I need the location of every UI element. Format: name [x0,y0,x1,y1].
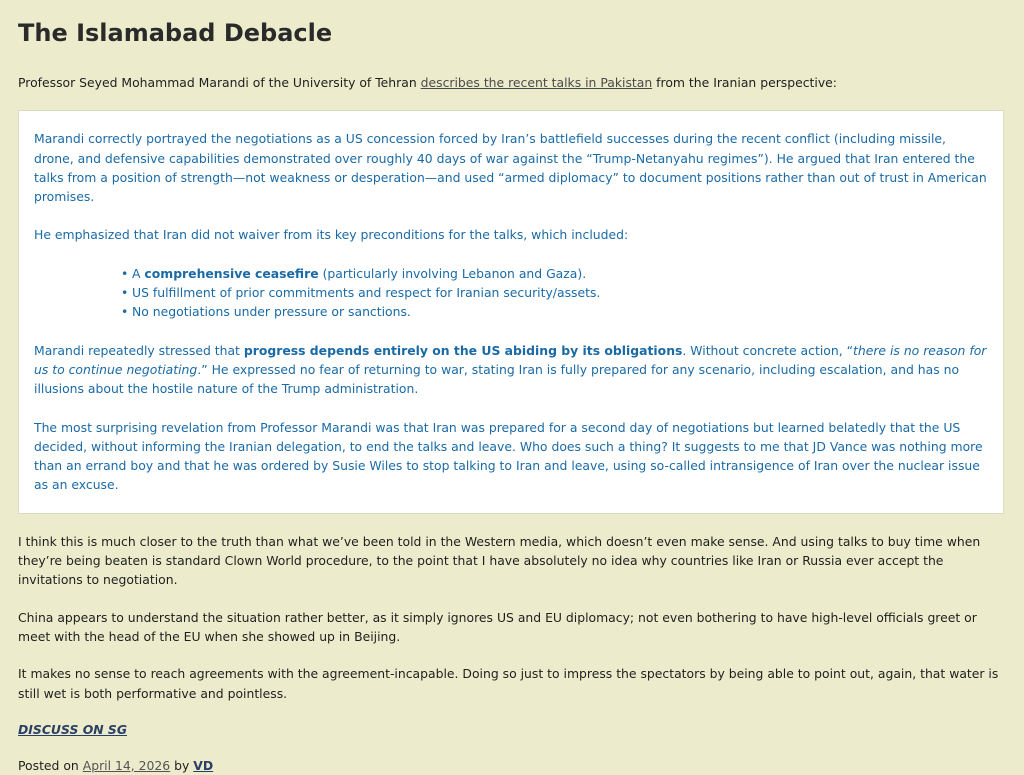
list-item [121,302,988,321]
posted-on-label: Posted on [18,757,83,773]
quote-p3-after: .” He expressed no fear of returning to war, stating Iran is fully prepared for any scenario, including escalation, and has no illusions about the hostile nature of the Trump administration. [34,361,960,397]
list-item-bold: comprehensive ceasefire [144,265,319,281]
discuss-link[interactable]: DISCUSS ON SG [18,721,128,737]
bullet-icon: • [121,265,129,281]
by-label: by [170,757,194,773]
post-article [18,0,1006,775]
discuss-section [18,722,1006,737]
list-item-text-after: (particularly involving Lebanon and Gaza). [318,265,587,281]
quote-paragraph-4: The most surprising revelation from Professor Marandi was that Iran was prepared for a second day of negotiations but learned belatedly that the US decided, without informing the Iranian delegation, to end the talks and leave. Who does such a thing? It suggests to me that JD Vance was nothing more than an errand boy and that he was ordered by Susie Wiles to stop talking to Iran and leave, using so-called intransigence of Iran over the nuclear issue as an excuse. [34,419,983,493]
quote-p3-bold: progress depends entirely on the US abiding by its obligations [243,342,683,358]
list-item [121,264,988,283]
preconditions-list [34,264,988,322]
post-meta [18,756,1006,775]
quote-p3-text: Marandi repeatedly stressed that [34,342,244,358]
list-item-text: US fulfillment of prior commitments and respect for Iranian security/assets. [132,285,601,301]
post-date-link[interactable]: April 14, 2026 [82,757,171,773]
quote-paragraph-2: He emphasized that Iran did not waiver from its key preconditions for the talks, which included: [34,227,629,243]
blockquote [18,110,1004,513]
quote-paragraph-3 [34,341,988,399]
bullet-icon: • [121,285,129,301]
post-title: The Islamabad Debacle [18,19,333,47]
list-item-text: No negotiations under pressure or sanctions. [132,304,411,320]
list-item [121,283,988,302]
intro-text-before: Professor Seyed Mohammad Marandi of the University of Tehran [18,75,421,90]
quote-p3-mid: . Without concrete action, “ [682,342,853,358]
body-paragraph-1: I think this is much closer to the truth than what we’ve been told in the Western media, which doesn’t even make sense. And using talks to buy time when they’re being beaten is standard Clown World procedure, to the point that I have absolutely no idea why countries like Iran or Russia ever accept the invitations to negotiation. [18,533,981,588]
quote-paragraph-1: Marandi correctly portrayed the negotiations as a US concession forced by Iran’s battlefield successes during the recent conflict (including missile, drone, and defensive capabilities demonstrated over roughly 40 days of war against the “Trump-Netanyahu regimes”). He argued that Iran entered the talks from a position of strength—not weakness or desperation—and used “armed diplomacy” to document positions rather than out of trust in American promises. [34,131,987,205]
author-link[interactable]: VD [193,757,214,773]
source-link[interactable]: describes the recent talks in Pakistan [420,75,653,90]
intro-paragraph [18,73,1006,92]
quote-p3-italic: there is no reason for us to continue negotiating [34,342,987,377]
body-paragraph-3: It makes no sense to reach agreements with the agreement-incapable. Doing so just to impress the spectators by being able to point out, again, that water is still wet is both performative and pointless. [18,666,999,701]
intro-text-after: from the Iranian perspective: [652,75,837,90]
bullet-icon: • [121,304,129,320]
body-paragraph-2: China appears to understand the situation rather better, as it simply ignores US and EU diplomacy; not even bothering to have high-level officials greet or meet with the head of the EU when she showed up in Beijing. [18,609,977,644]
list-item-text: A [132,265,145,281]
